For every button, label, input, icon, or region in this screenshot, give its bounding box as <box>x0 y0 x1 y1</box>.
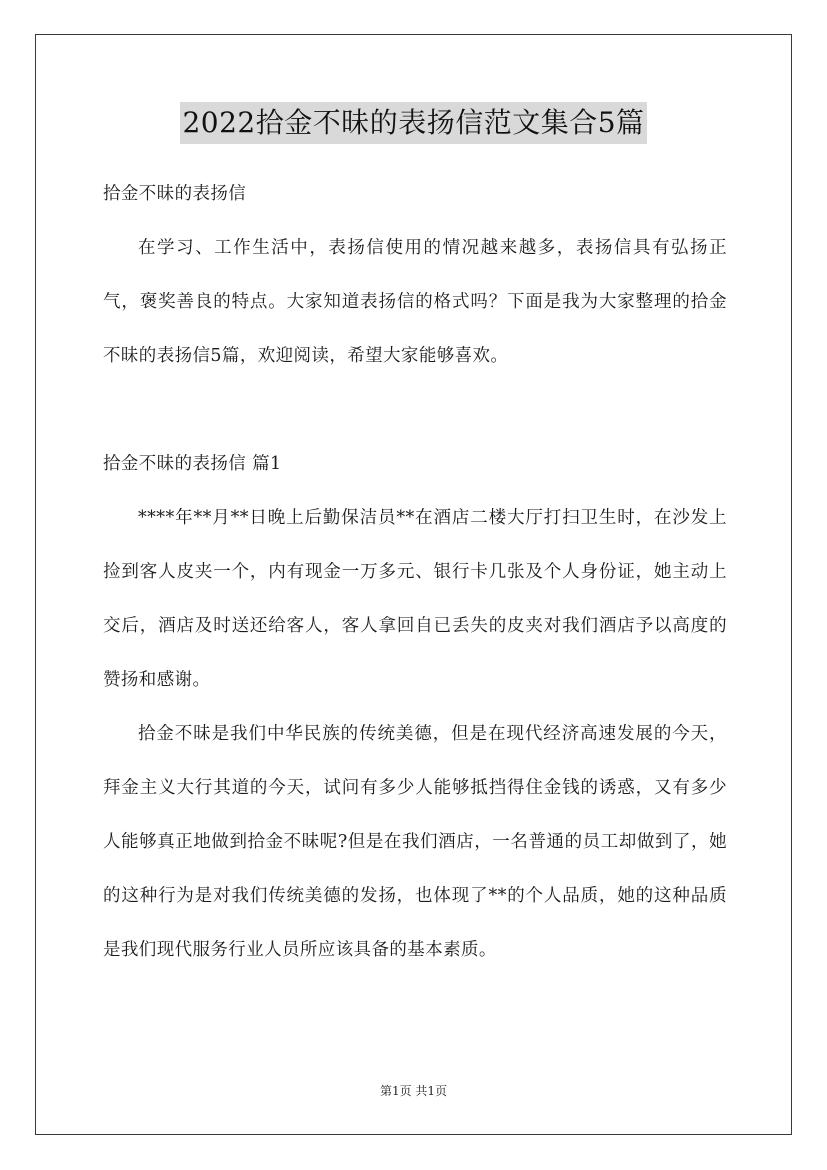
paragraph-1: ****年**月**日晚上后勤保洁员**在酒店二楼大厅打扫卫生时，在沙发上捡到客人皮夹一个，内有现金一万多元、银行卡几张及个人身份证，她主动上交后，酒店及时送还给客人，客人拿回自已丢失的皮夹对我们酒店予以高度的赞扬和感谢。 <box>103 508 727 690</box>
document-title: 2022拾金不昧的表扬信范文集合5篇 <box>180 102 646 144</box>
article-heading: 拾金不昧的表扬信 篇1 <box>103 454 282 474</box>
intro-paragraph: 在学习、工作生活中，表扬信使用的情况越来越多，表扬信具有弘扬正气，褒奖善良的特点。大家知道表扬信的格式吗？下面是我为大家整理的拾金不昧的表扬信5篇，欢迎阅读，希望大家能够喜欢。 <box>103 238 727 366</box>
section-heading: 拾金不昧的表扬信 <box>103 184 247 204</box>
title-container <box>0 102 827 144</box>
paragraph-2: 拾金不昧是我们中华民族的传统美德，但是在现代经济高速发展的今天，拜金主义大行其道的今天，试问有多少人能够抵挡得住金钱的诱惑，又有多少人能够真正地做到拾金不昧呢?但是在我们酒店，一名普通的员工却做到了，她的这种行为是对我们传统美德的发扬，也体现了**的个人品质，她的这种品质是我们现代服务行业人员所应该具备的基本素质。 <box>103 724 727 960</box>
page-footer: 第1页 共1页 <box>379 1084 448 1098</box>
